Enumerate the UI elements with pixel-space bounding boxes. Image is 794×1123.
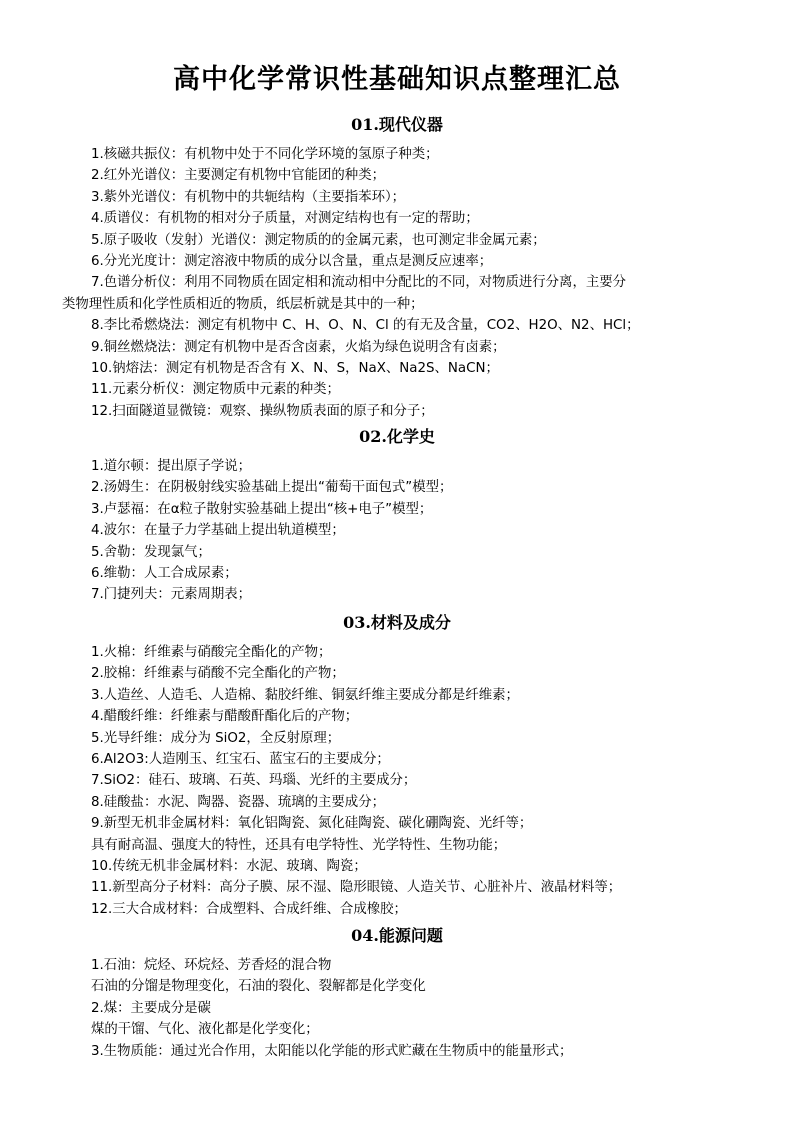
list-item: 12.三大合成材料：合成塑料、合成纤维、合成橡胶； <box>91 901 407 917</box>
list-item: 2.煤：主要成分是碳 <box>91 1000 211 1016</box>
list-item: 8.硅酸盐：水泥、陶器、瓷器、琉璃的主要成分； <box>91 794 385 810</box>
list-item-continuation: 石油的分馏是物理变化，石油的裂化、裂解都是化学变化 <box>91 979 426 995</box>
list-item: 2.胶棉：纤维素与硝酸不完全酯化的产物； <box>91 666 345 682</box>
list-item: 2.红外光谱仪：主要测定有机物中官能团的种类； <box>91 168 385 184</box>
list-item: 6.维勒：人工合成尿素； <box>91 566 238 582</box>
list-item: 4.质谱仪：有机物的相对分子质量，对测定结构也有一定的帮助； <box>91 211 479 227</box>
list-item: 3.紫外光谱仪：有机物中的共轭结构（主要指苯环）； <box>91 189 406 205</box>
section-heading: 02.化学史 <box>359 427 435 446</box>
list-item: 7.SiO2：硅石、玻璃、石英、玛瑙、光纤的主要成分； <box>91 773 417 789</box>
list-item: 1.石油：烷烃、环烷烃、芳香烃的混合物 <box>91 958 332 973</box>
section-energy <box>0 925 794 1062</box>
list-item: 1.核磁共振仪：有机物中处于不同化学环境的氢原子种类； <box>91 147 439 162</box>
list-item: 3.卢瑟福：在α粒子散射实验基础上提出“核+电子”模型； <box>91 501 433 517</box>
section-modern-instruments <box>0 114 794 422</box>
list-item: 5.光导纤维：成分为 SiO2，全反射原理； <box>91 730 341 746</box>
list-item: 8.李比希燃烧法：测定有机物中 C、H、O、N、Cl 的有无及含量，CO2、H2O、N2、HCl； <box>91 318 640 334</box>
section-heading: 01.现代仪器 <box>351 115 443 134</box>
list-item: 3.人造丝、人造毛、人造棉、黏胶纤维、铜氨纤维主要成分都是纤维素； <box>91 687 519 703</box>
document-title: 高中化学常识性基础知识点整理汇总 <box>173 64 621 95</box>
list-item: 6.分光光度计：测定溶液中物质的成分以含量，重点是测反应速率； <box>91 254 493 270</box>
list-item: 1.火棉：纤维素与硝酸完全酯化的产物； <box>91 645 332 660</box>
list-item: 5.原子吸收（发射）光谱仪：测定物质的的金属元素，也可测定非金属元素； <box>91 232 546 248</box>
list-item: 9.新型无机非金属材料：氧化铝陶瓷、氮化硅陶瓷、碳化硼陶瓷、光纤等； <box>91 816 533 832</box>
list-item: 2.汤姆生：在阴极射线实验基础上提出“葡萄干面包式”模型； <box>91 480 453 496</box>
section-heading: 04.能源问题 <box>351 926 443 945</box>
list-item: 9.铜丝燃烧法：测定有机物中是否含卤素，火焰为绿色说明含有卤素； <box>91 339 506 355</box>
list-item-continuation: 类物理性质和化学性质相近的物质，纸层析就是其中的一种； <box>62 296 424 312</box>
list-item: 3.生物质能：通过光合作用，太阳能以化学能的形式贮藏在生物质中的能量形式； <box>91 1043 573 1059</box>
list-item: 6.Al2O3:人造刚玉、红宝石、蓝宝石的主要成分； <box>91 752 390 768</box>
section-heading: 03.材料及成分 <box>343 613 451 632</box>
list-item-continuation: 煤的干馏、气化、液化都是化学变化； <box>91 1022 319 1038</box>
list-item: 7.色谱分析仪：利用不同物质在固定相和流动相中分配比的不同，对物质进行分离，主要分 <box>91 275 627 291</box>
list-item-continuation: 具有耐高温、强度大的特性，还具有电学特性、光学特性、生物功能； <box>91 837 507 853</box>
section-chemistry-history <box>0 426 794 606</box>
list-item: 11.新型高分子材料：高分子膜、尿不湿、隐形眼镜、人造关节、心脏补片、液晶材料等； <box>91 880 622 896</box>
list-item: 12.扫面隧道显微镜：观察、操纵物质表面的原子和分子； <box>91 403 434 419</box>
section-materials <box>0 612 794 920</box>
list-item: 1.道尔顿：提出原子学说； <box>91 459 252 474</box>
list-item: 4.波尔：在量子力学基础上提出轨道模型； <box>91 523 345 539</box>
list-item: 11.元素分析仪：测定物质中元素的种类； <box>91 382 340 398</box>
list-item: 10.传统无机非金属材料：水泥、玻璃、陶瓷； <box>91 859 367 875</box>
list-item: 5.舍勒：发现氯气； <box>91 544 211 560</box>
list-item: 4.醋酸纤维：纤维素与醋酸酐酯化后的产物； <box>91 709 359 725</box>
list-item: 10.钠熔法：测定有机物是否含有 X、N、S，NaX、Na2S、NaCN； <box>91 361 499 377</box>
list-item: 7.门捷列夫：元素周期表； <box>91 587 252 603</box>
